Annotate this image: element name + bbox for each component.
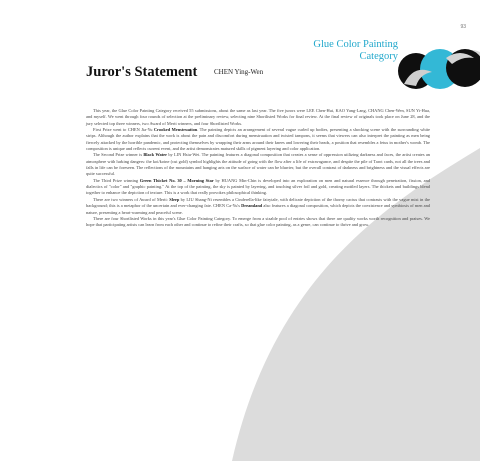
paragraph-text: . The painting depicts an arrangement of several vague curled up bodies, presenting a shocking scene with the surrounding white strips. Although the author explains that the work is about the pain and discomfort during menstruation and twisted tampons, it seems that viewers can also interpret the painting as men being fiercely attacked by the horrible pandemic, and protecting themselves by wrapping their arms around their knees and lowering their heads, a position that resembles a fetus in mother's womb. The composition is unique and reflects current event, and the artist demonstrates matured skills of pigment layering and color application. [86,127,430,152]
page-number: 93 [460,24,466,30]
paragraph-text: by LIN Hsiu-Wei. The painting features a diagonal composition that creates a sense of oppression utilizing darkness and faces, the artist creates an atmosphere with lurking dangers: the koi/koine (cut gold) symbol highlights the attitude of going with the flow after a life of extravagance, and despite the pile of Tarot cards, not all the trees and falls in life can be foreseen. The reflections of the mountains and hanging arts on the surface of water can be blurrier, but the overall contrast of darkness and brightness and the visual effects are quite successful. [86,152,430,177]
paragraph-text: The Third Prize winning [93,177,140,183]
paragraph [86,152,430,177]
artwork-title: Crooked Menstruation [153,127,198,133]
statement-body [86,108,430,229]
paragraph [86,108,430,127]
paragraph-text: by LIU Shang-Ni resembles a Cinderella-like fairytale, with delicate depiction of the thorny cactus that contrasts with the vague mist in the background; this is a metaphor of the uncertain and ever-changing fate. CHEN Ca-Yu's [86,196,430,209]
paragraph [86,178,430,197]
page-heading: Juror's Statement [86,64,198,80]
paragraph-text: This year, the Glue Color Painting Category received 55 submissions, about the same as last year. The five jurors were LEE Chen-Hui, KAO Yang-Lang, CHANG Chen-Wen, SUN Yi-Hua, and myself. We went through four rounds of selection at the preliminary review, selecting nine Shortlisted Works for final review. At the final review of originals took place on June 28, and the jury selected top three winners, two Award of Merit winners, and four Shortlisted Works. [86,108,430,126]
artwork-title: Black Water [143,152,168,158]
paragraph-text: First Prize went to CHEN Jia-Yu [93,127,154,133]
section-title [313,39,398,63]
paragraph [86,127,430,152]
section-title-line1: Glue Color Painting [313,39,398,50]
paragraph [86,197,430,216]
paragraph-text: by HUANG Min-Chin is developed into an exploration on men and natural essence through penetration, fission, and dialectics of "color" and "graphic painting." At the top of the painting, the sky is painted by layering, and touching silver foil and gold, creating mottled layers. The thickets and buildings blend together to enhance the depiction of texture. This is a work that really provokes philosophical thinking. [86,177,430,196]
section-title-line2: Category [359,51,398,62]
artwork-title: Dreamland [241,203,263,209]
author-name: CHEN Ying-Wen [214,68,264,76]
paragraph-text: There are four Shortlisted Works in this year's Glue Color Painting Category. To emerge from a sizable pool of entries shows that there are quality works worth recognition and praises. We hope that participating artists can learn from each other and continue to refine their crafts, so that glue color painting, as a genre, can continue to thrive and grow. [86,215,430,228]
paragraph-text: There are two winners of Award of Merit: [93,196,170,202]
artwork-title: Sleep [169,196,180,202]
paragraph-text: The Second Prize winner is [93,152,144,158]
paragraph [86,216,430,229]
paragraph-text: also features a diagonal composition, which depicts the coexistence and symbiosis of men and nature, presenting a heart-warming and peaceful scene. [86,203,430,215]
artwork-title: Green Thicket No. 30 – Morning Star [139,177,214,183]
